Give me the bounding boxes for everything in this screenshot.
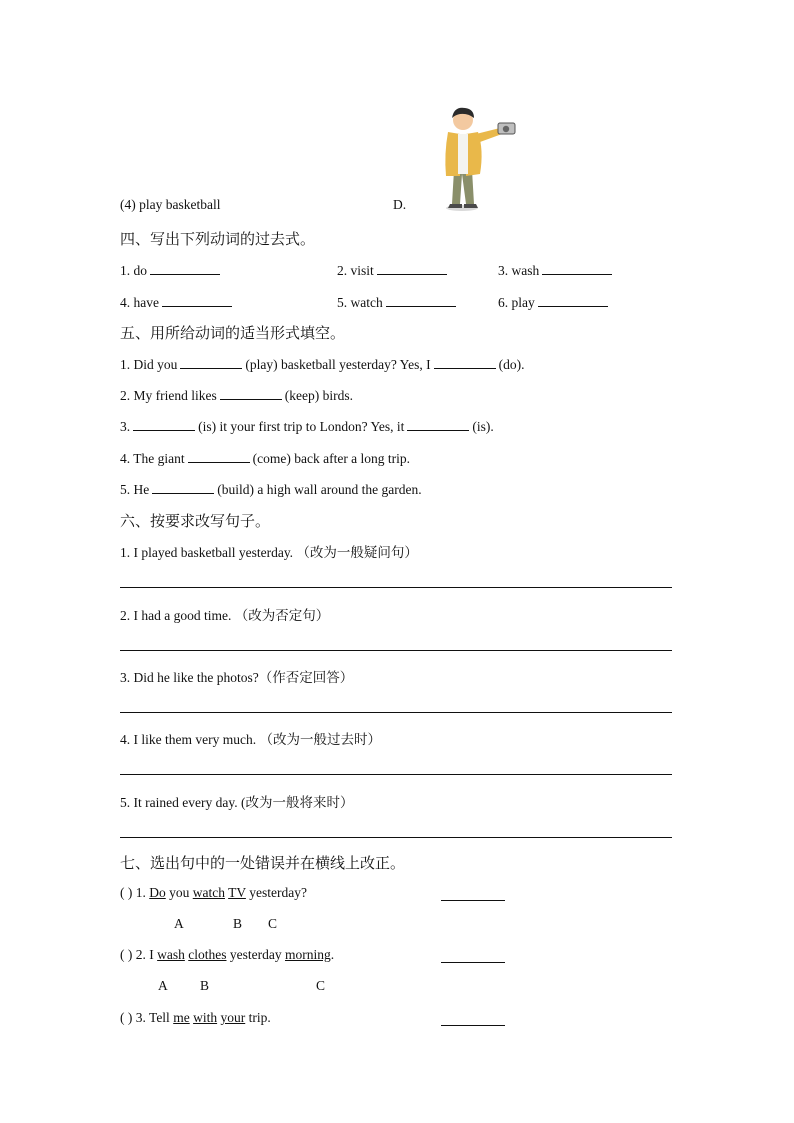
option-d-label: D. xyxy=(393,197,407,212)
section-7-heading: 七、选出句中的一处错误并在横线上改正。 xyxy=(120,854,406,872)
answer-line xyxy=(120,837,672,838)
rewrite-item: 4. I like them very much. （改为一般过去时） xyxy=(120,732,381,747)
option-label: C xyxy=(268,916,278,931)
rewrite-item: 5. It rained every day. (改为一般将来时） xyxy=(120,795,354,810)
option-label: A xyxy=(174,916,184,931)
rewrite-item: 1. I played basketball yesterday. （改为一般疑问句） xyxy=(120,545,418,560)
fill-blank-question-3: 3. (is) it your first trip to London? Yes, it (is). xyxy=(120,416,494,435)
past-tense-item: 5. watch xyxy=(337,292,459,311)
error-question-2: ( ) 2. I wash clothes yesterday morning. xyxy=(120,947,335,962)
past-tense-item: 2. visit xyxy=(337,260,450,279)
past-tense-item: 4. have xyxy=(120,292,235,311)
option-label: B xyxy=(233,916,243,931)
past-tense-item: 3. wash xyxy=(498,260,615,279)
fill-blank-question-4: 4. The giant (come) back after a long trip. xyxy=(120,448,410,467)
option-label: A xyxy=(158,978,168,993)
boy-with-camera-illustration xyxy=(438,104,520,212)
fill-blank-question-1: 1. Did you (play) basketball yesterday? Yes, I (do). xyxy=(120,354,524,373)
answer-line xyxy=(120,774,672,775)
past-tense-item: 6. play xyxy=(498,292,611,311)
correction-line xyxy=(441,1025,505,1026)
answer-line xyxy=(120,650,672,651)
fill-blank-question-2: 2. My friend likes (keep) birds. xyxy=(120,385,353,404)
section-5-heading: 五、用所给动词的适当形式填空。 xyxy=(120,324,346,342)
section-6-heading: 六、按要求改写句子。 xyxy=(120,512,271,530)
past-tense-item: 1. do xyxy=(120,260,223,279)
correction-line xyxy=(441,900,505,901)
option-label: B xyxy=(200,978,210,993)
rewrite-item: 2. I had a good time. （改为否定句） xyxy=(120,608,330,623)
fill-blank-question-5: 5. He (build) a high wall around the garden. xyxy=(120,479,422,498)
error-question-1: ( ) 1. Do you watch TV yesterday? xyxy=(120,885,307,900)
answer-line xyxy=(120,712,672,713)
section-4-heading: 四、写出下列动词的过去式。 xyxy=(120,230,316,248)
error-question-3: ( ) 3. Tell me with your trip. xyxy=(120,1010,271,1025)
correction-line xyxy=(441,962,505,963)
option-label: C xyxy=(316,978,326,993)
answer-line xyxy=(120,587,672,588)
rewrite-item: 3. Did he like the photos?（作否定回答） xyxy=(120,670,354,685)
matching-item-4: (4) play basketball xyxy=(120,197,221,212)
